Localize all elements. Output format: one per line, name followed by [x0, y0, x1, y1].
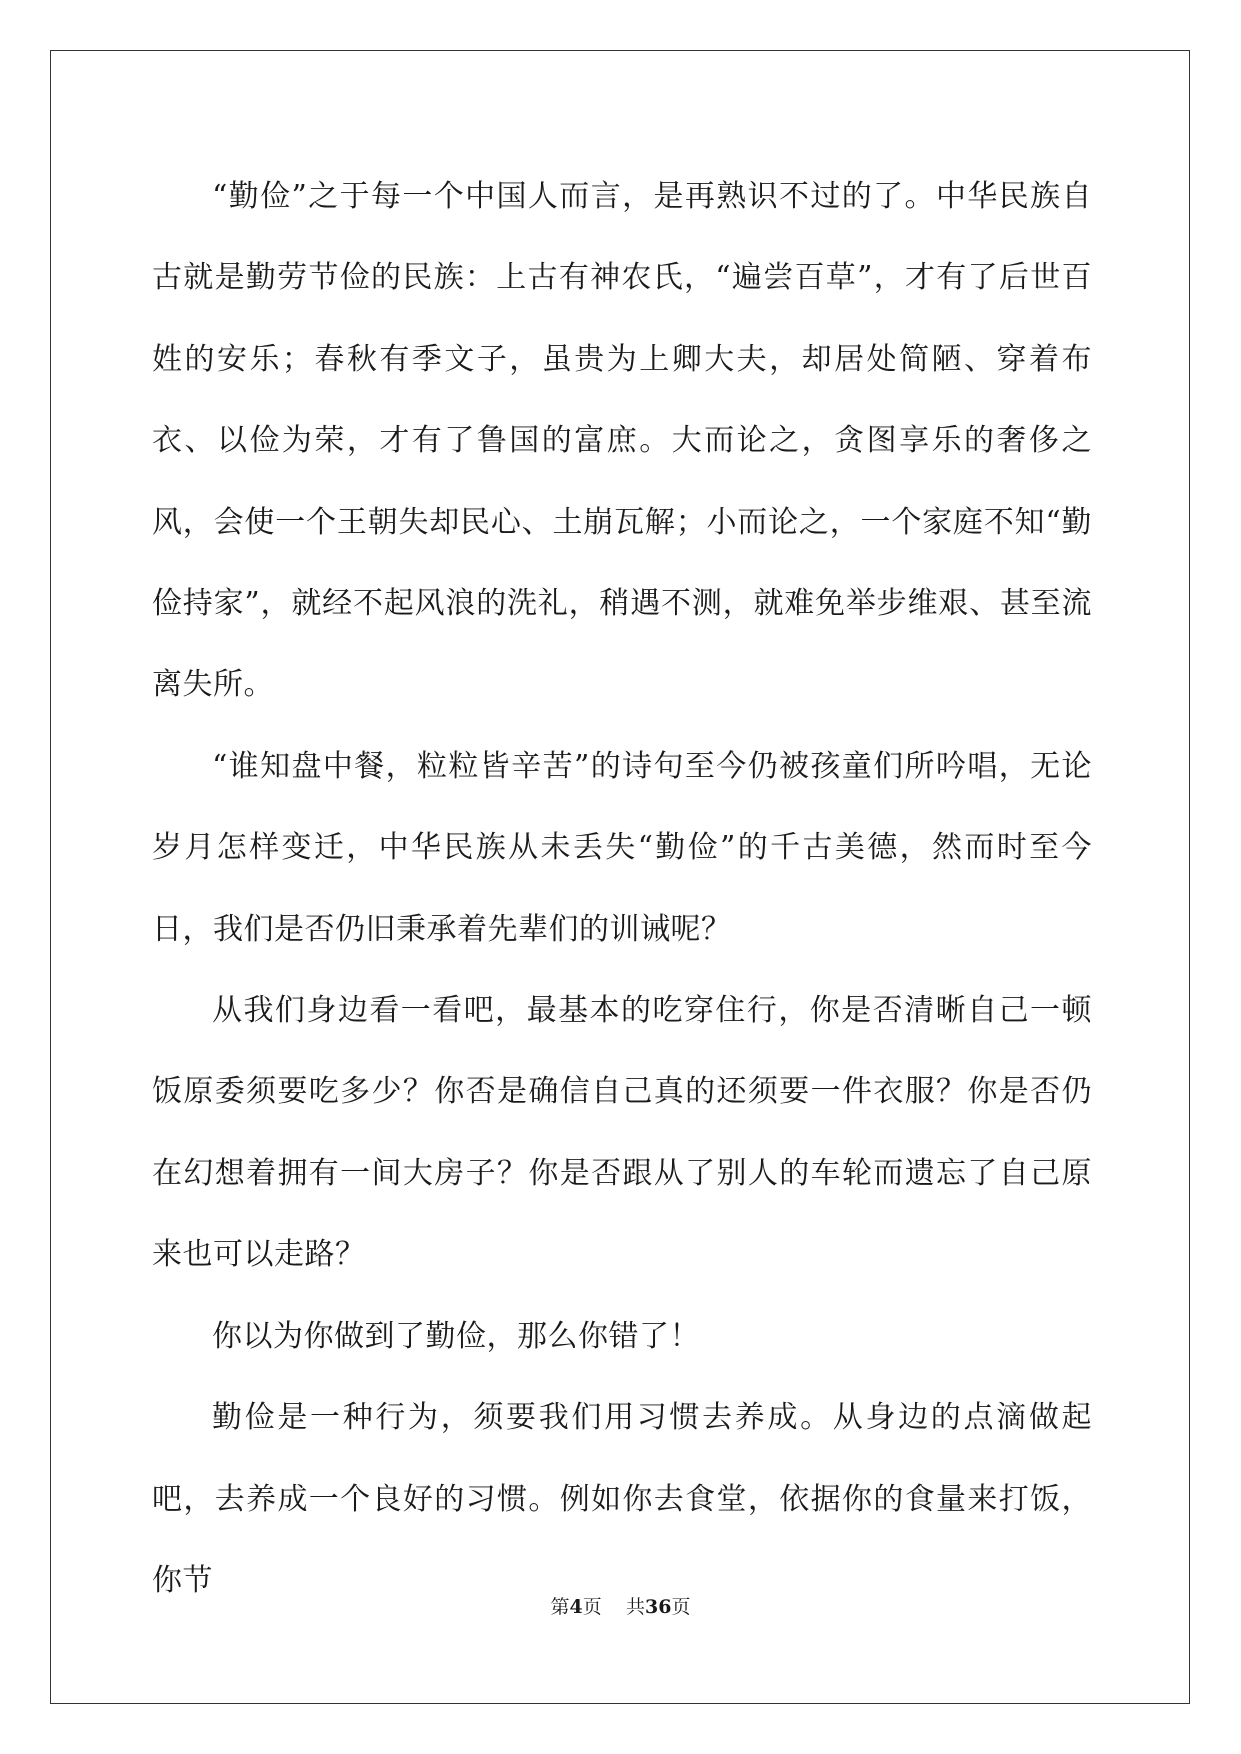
- page-number: 4: [569, 1596, 583, 1618]
- total-suffix: 页: [671, 1596, 691, 1618]
- paragraph-5: 勤俭是一种行为，须要我们用习惯去养成。从身边的点滴做起吧，去养成一个良好的习惯。例如你去食堂，依据你的食量来打饭，你节: [152, 1400, 1092, 1598]
- page-suffix: 页: [582, 1596, 602, 1618]
- paragraph-4: 你以为你做到了勤俭，那么你错了！: [212, 1318, 700, 1354]
- page-prefix: 第: [550, 1596, 570, 1618]
- page-footer: [0, 1592, 1241, 1619]
- document-body: [152, 156, 1092, 1621]
- paragraph-2: “谁知盘中餐，粒粒皆辛苦”的诗句至今仍被孩童们所吟唱，无论岁月怎样变迁，中华民族从未丢失“勤俭”的千古美德，然而时至今日，我们是否仍旧秉承着先辈们的训诫呢？: [152, 748, 1092, 947]
- total-prefix: 共: [625, 1596, 645, 1618]
- paragraph-3: 从我们身边看一看吧，最基本的吃穿住行，你是否清晰自己一顿饭原委须要吃多少？你否是确信自己真的还须要一件衣服？你是否仍在幻想着拥有一间大房子？你是否跟从了别人的车轮而遗忘了自己原来也可以走路？: [152, 993, 1092, 1273]
- footer-gap: [602, 1596, 626, 1618]
- total-pages: 36: [644, 1596, 672, 1618]
- paragraph-1: “勤俭”之于每一个中国人而言，是再熟识不过的了。中华民族自古就是勤劳节俭的民族：上古有神农氏，“遍尝百草”，才有了后世百姓的安乐；春秋有季文子，虽贵为上卿大夫，却居处简陋、穿着布衣、以俭为荣，才有了鲁国的富庶。大而论之，贪图享乐的奢侈之风，会使一个王朝失却民心、土崩瓦解；小而论之，一个家庭不知“勤俭持家”，就经不起风浪的洗礼，稍遇不测，就难免举步维艰、甚至流离失所。: [152, 179, 1092, 703]
